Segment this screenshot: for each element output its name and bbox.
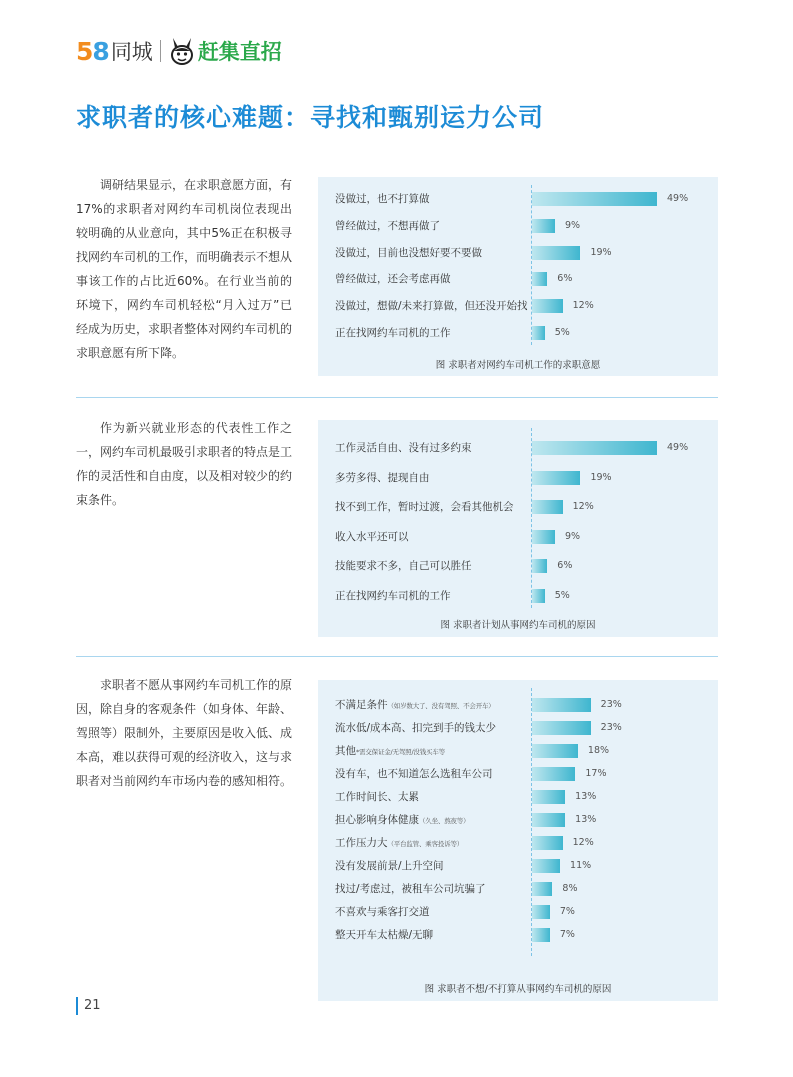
bar-label-text: 技能要求不多，自己可以胜任	[335, 560, 472, 573]
bar	[532, 744, 578, 758]
bar-label	[335, 902, 430, 922]
bar	[532, 790, 565, 804]
chart-axis-line	[531, 185, 532, 345]
bar-value-label: 23%	[600, 722, 622, 733]
chart-row	[318, 856, 718, 876]
bar-value-label: 7%	[559, 929, 575, 940]
bar-label-text: 没做过，也不打算做	[335, 193, 430, 205]
bar-label	[335, 243, 482, 263]
bar-label	[335, 216, 440, 236]
bar-value-label: 13%	[575, 814, 597, 825]
bar-value-label: 8%	[562, 883, 578, 894]
chart-panel-reasons-to-drive	[318, 420, 718, 637]
bar-label	[335, 787, 419, 807]
bar-label-note: （久坐、熬夜等）	[419, 817, 470, 825]
bar-label-note: *需交保证金/无驾照/没钱买车等	[356, 748, 445, 756]
section-1-paragraph: 调研结果显示，在求职意愿方面，有17%的求职者对网约车司机岗位表现出较明确的从业意向，其中5%正在积极寻找网约车司机的工作，而明确表示不想从事该工作的占比近60%。在行业当前的环境下，网约车司机轻松“月入过万”已经成为历史，求职者整体对网约车司机的求职意愿有所下降。	[76, 178, 293, 360]
chart-row	[318, 189, 718, 209]
bar-label-text: 曾经做过，不想再做了	[335, 219, 440, 232]
bar-label	[335, 856, 444, 876]
bar-label-note: （如岁数大了、没有驾照、不会开车）	[387, 702, 495, 710]
bar-value-label: 19%	[590, 246, 612, 258]
chart-caption: 图 求职者不想/不打算从事网约车司机的原因	[424, 984, 612, 995]
donkey-mascot-icon	[168, 36, 196, 66]
section-2-paragraph: 作为新兴就业形态的代表性工作之一，网约车司机最吸引求职者的特点是工作的灵活性和自由度，以及相对较少的约束条件。	[76, 421, 293, 507]
bar	[532, 219, 555, 233]
bar-label-text: 正在找网约车司机的工作	[335, 590, 451, 602]
bar	[532, 859, 560, 873]
chart-row	[318, 741, 718, 761]
bar-label	[335, 741, 445, 761]
bar-value-label: 49%	[667, 442, 689, 453]
bar-label-text: 工作压力大	[335, 837, 388, 849]
bar-value-label: 12%	[572, 501, 594, 513]
bar-label-note: （平台监管、乘客投诉等）	[387, 840, 464, 848]
bar	[532, 559, 547, 573]
bar-label-text: 正在找网约车司机的工作	[335, 327, 451, 339]
bar-label-text: 收入水平还可以	[335, 530, 409, 543]
bar-label	[335, 189, 430, 209]
bar-label-text: 其他	[335, 745, 356, 757]
bar-label	[335, 810, 469, 830]
bar-value-label: 9%	[564, 219, 581, 231]
chart-row	[318, 718, 718, 738]
bar-label-text: 没有车，也不知道怎么选租车公司	[335, 768, 493, 780]
bar-label-text: 没做过，想做/未来打算做，但还没开始找	[335, 300, 528, 313]
chart-row	[318, 925, 718, 945]
bar-label	[335, 764, 493, 784]
bar	[532, 836, 563, 850]
bar	[532, 246, 580, 260]
bar-label-text: 工作时间长、太累	[335, 791, 419, 803]
logo-ganji: 赶集直招	[197, 40, 282, 64]
bar-label	[335, 296, 528, 316]
page-title: 求职者的核心难题：寻找和甄别运力公司	[76, 103, 545, 132]
bar-label	[335, 833, 463, 853]
chart-row	[318, 586, 718, 606]
section-3-paragraph: 求职者不愿从事网约车司机工作的原因，除自身的客观条件（如身体、年龄、驾照等）限制外，主要原因是收入低、成本高，难以获得可观的经济收入，这与求职者对当前网约车市场内卷的感知相符。	[76, 678, 293, 788]
bar-label-text: 流水低/成本高、扣完到手的钱太少	[335, 722, 497, 734]
bar-value-label: 23%	[600, 699, 622, 710]
bar-value-label: 18%	[587, 745, 610, 756]
bar-value-label: 6%	[557, 273, 573, 285]
bar-label-text: 找过/考虑过，被租车公司坑骗了	[335, 883, 486, 895]
bar	[532, 905, 550, 919]
chart-row	[318, 556, 718, 576]
bar-label-text: 找不到工作，暂时过渡，会看其他机会	[335, 501, 514, 514]
chart-row	[318, 833, 718, 853]
bar	[532, 928, 550, 942]
bar-value-label: 13%	[575, 791, 597, 802]
bar-label-text: 没做过，目前也没想好要不要做	[335, 246, 482, 259]
bar	[532, 882, 552, 896]
bar-label-text: 曾经做过，还会考虑再做	[335, 273, 451, 286]
chart-row	[318, 296, 718, 316]
bar-label-text: 不满足条件	[335, 699, 388, 711]
chart-caption: 图 求职者对网约车司机工作的求职意愿	[435, 360, 601, 371]
bar-value-label: 49%	[667, 193, 689, 204]
bar-label	[335, 269, 451, 289]
bar-label	[335, 527, 409, 547]
bar-label-text: 工作灵活自由、没有过多约束	[335, 442, 472, 454]
bar-label-text: 不喜欢与乘客打交道	[335, 906, 430, 918]
bar	[532, 192, 657, 206]
bar-label-text: 没有发展前景/上升空间	[335, 860, 444, 872]
logo-tongcheng: 同城	[110, 40, 153, 64]
bar	[532, 530, 555, 544]
bar-label	[335, 718, 496, 738]
chart-row	[318, 438, 718, 458]
bar	[532, 721, 591, 735]
bar-label	[335, 438, 472, 458]
chart-row	[318, 810, 718, 830]
chart-caption: 图 求职者计划从事网约车司机的原因	[440, 620, 596, 631]
chart-row	[318, 764, 718, 784]
logo-58: 58	[76, 36, 109, 66]
chart-row	[318, 468, 718, 488]
bar-value-label: 12%	[572, 300, 594, 312]
section-divider	[76, 397, 718, 398]
chart-row	[318, 879, 718, 899]
bar	[532, 698, 591, 712]
bar-value-label: 11%	[570, 860, 592, 871]
chart-panel-reasons-not-to-drive	[318, 680, 718, 1001]
bar	[532, 272, 547, 286]
chart-panel-job-intention	[318, 177, 718, 376]
section-divider	[76, 656, 718, 657]
bar-label-text: 担心影响身体健康	[335, 814, 419, 826]
chart-row	[318, 527, 718, 547]
bar-label-text: 整天开车太枯燥/无聊	[335, 929, 434, 941]
bar-label	[335, 497, 514, 517]
bar-label	[335, 586, 451, 606]
chart-row	[318, 323, 718, 343]
bar-label-text: 多劳多得、提现自由	[335, 471, 430, 484]
brand-logo	[76, 33, 282, 69]
chart-row	[318, 243, 718, 263]
page-number: 21	[76, 997, 101, 1015]
chart-row	[318, 695, 718, 715]
bar	[532, 813, 565, 827]
chart-row	[318, 902, 718, 922]
bar-value-label: 5%	[554, 327, 570, 338]
chart-row	[318, 269, 718, 289]
bar-label	[335, 556, 472, 576]
bar	[532, 326, 545, 340]
bar-value-label: 17%	[585, 768, 607, 779]
bar-label	[335, 879, 486, 899]
bar-value-label: 5%	[554, 590, 570, 601]
bar-value-label: 7%	[559, 906, 575, 917]
chart-row	[318, 497, 718, 517]
bar	[532, 299, 563, 313]
bar	[532, 767, 575, 781]
bar	[532, 589, 545, 603]
bar-value-label: 19%	[590, 471, 612, 483]
bar	[532, 500, 563, 514]
bar-value-label: 6%	[557, 560, 573, 572]
chart-row	[318, 216, 718, 236]
bar-value-label: 12%	[572, 837, 594, 848]
bar-label	[335, 695, 495, 715]
logo-divider	[160, 40, 161, 62]
bar	[532, 471, 580, 485]
chart-row	[318, 787, 718, 807]
bar-label	[335, 925, 433, 945]
bar	[532, 441, 657, 455]
bar-value-label: 9%	[564, 530, 581, 542]
bar-label	[335, 468, 430, 488]
bar-label	[335, 323, 451, 343]
